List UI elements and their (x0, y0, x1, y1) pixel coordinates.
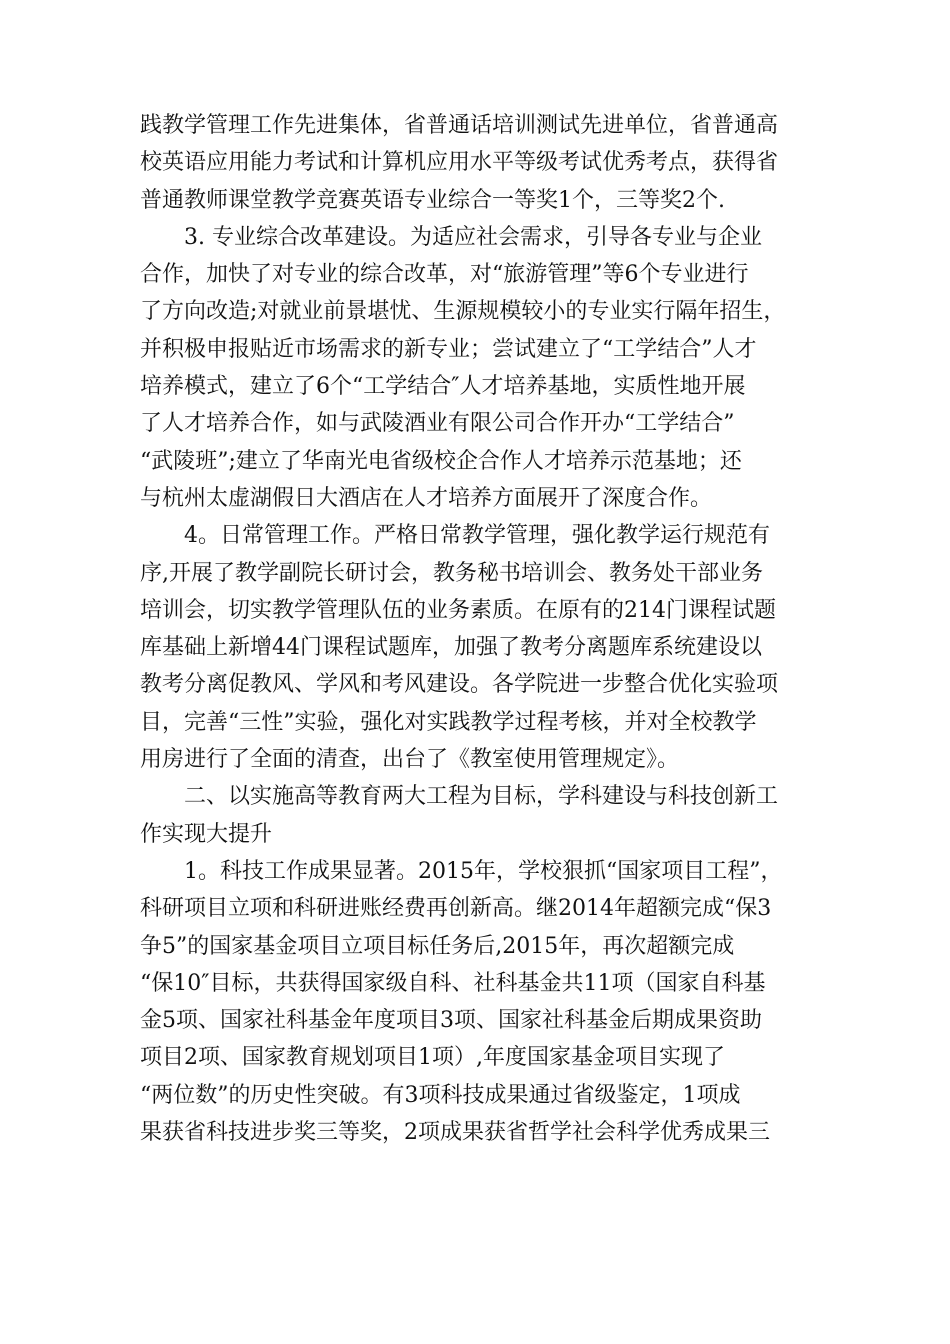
text-line: 了方向改造;对就业前景堪忧、生源规模较小的专业实行隔年招生， (140, 299, 786, 325)
text-line: 普通教师课堂教学竞赛英语专业综合一等奖1个，三等奖2个. (140, 187, 725, 213)
text-line: “保10″目标，共获得国家级自科、社科基金共11项（国家自科基 (140, 970, 766, 996)
text-line: 金5项、国家社科基金年度项目3项、国家社科基金后期成果资助 (140, 1008, 762, 1034)
text-line: 校英语应用能力考试和计算机应用水平等级考试优秀考点，获得省 (140, 150, 779, 176)
text-line: 目，完善“三性”实验，强化对实践教学过程考核，并对全校教学 (140, 709, 757, 735)
text-line: 库基础上新增44门课程试题库，加强了教考分离题库系统建设以 (140, 635, 762, 661)
text-line: 二、以实施高等教育两大工程为目标，学科建设与科技创新工 (184, 784, 779, 810)
text-line: 科研项目立项和科研进账经费再创新高。继2014年超额完成“保3 (140, 896, 772, 922)
text-line: 与杭州太虚湖假日大酒店在人才培养方面展开了深度合作。 (140, 485, 713, 511)
text-line: 争5”的国家基金项目立项目标任务后,2015年，再次超额完成 (140, 933, 735, 959)
text-line: 用房进行了全面的清查，出台了《教室使用管理规定》。 (140, 747, 680, 773)
text-line: 培训会，切实教学管理队伍的业务素质。在原有的214门课程试题 (140, 597, 776, 623)
text-line: 4。日常管理工作。严格日常教学管理，强化教学运行规范有 (184, 523, 770, 549)
text-line: 3. 专业综合改革建设。为适应社会需求，引导各专业与企业 (184, 224, 762, 250)
text-line: 培养模式，建立了6个“工学结合″人才培养基地，实质性地开展 (140, 374, 746, 400)
text-line: 1。科技工作成果显著。2015年，学校狠抓“国家项目工程”， (184, 858, 783, 884)
text-line: 作实现大提升 (140, 821, 273, 847)
text-line: 了人才培养合作，如与武陵酒业有限公司合作开办“工学结合” (140, 411, 735, 437)
text-line: “武陵班”;建立了华南光电省级校企合作人才培养示范基地；还 (140, 448, 742, 474)
text-line: 践教学管理工作先进集体，省普通话培训测试先进单位，省普通高 (140, 113, 779, 138)
text-line: “两位数”的历史性突破。有3项科技成果通过省级鉴定，1项成 (140, 1082, 741, 1108)
text-line: 序,开展了教学副院长研讨会，教务秘书培训会、教务处干部业务 (140, 560, 763, 586)
text-line: 合作，加快了对专业的综合改革，对“旅游管理”等6个专业进行 (140, 262, 749, 288)
text-line: 教考分离促教风、学风和考风建设。各学院进一步整合优化实验项 (140, 672, 779, 698)
text-line: 并积极申报贴近市场需求的新专业；尝试建立了“工学结合”人才 (140, 336, 757, 362)
document-body (140, 107, 830, 1151)
text-line: 果获省科技进步奖三等奖，2项成果获省哲学社会科学优秀成果三 (140, 1120, 770, 1146)
text-line: 项目2项、国家教育规划项目1项）,年度国家基金项目实现了 (140, 1045, 725, 1071)
